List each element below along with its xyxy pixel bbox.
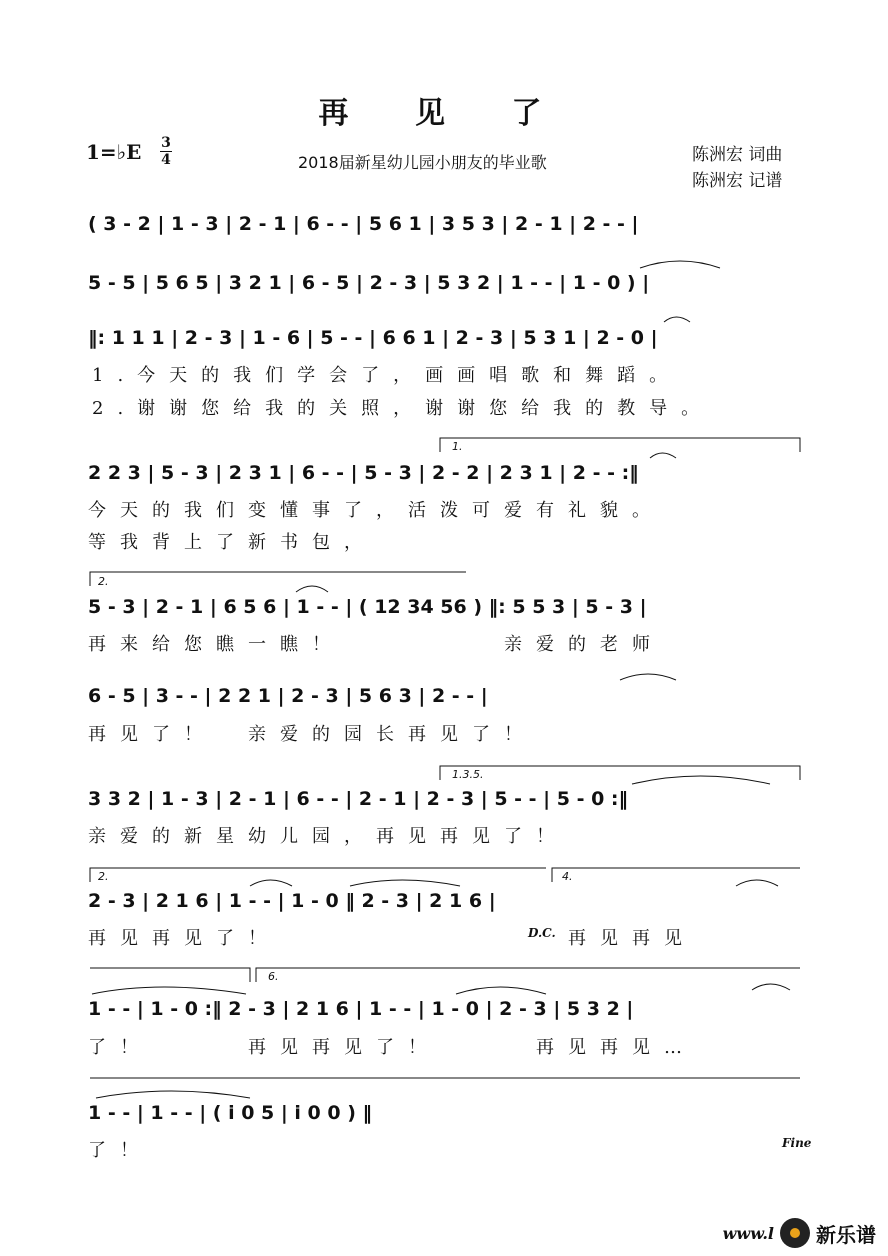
volta-2b: 2. bbox=[98, 870, 109, 883]
subtitle: 2018届新星幼儿园小朋友的毕业歌 bbox=[298, 153, 547, 172]
score-row-10: 1 - - | 1 - - | ( i 0 5 | i 0 0 ) ‖ bbox=[88, 1102, 373, 1124]
slur-row9c bbox=[752, 984, 790, 990]
volta-bracket-row4 bbox=[440, 438, 800, 452]
slur-row4 bbox=[650, 453, 676, 458]
slur-row7 bbox=[632, 776, 770, 784]
volta-bracket-row5 bbox=[90, 572, 466, 586]
score-row-5: 5 - 3 | 2 - 1 | 6 5 6 | 1 - - | ( 12 34 56 ) ‖: 5 5 3 | 5 - 3 | bbox=[88, 596, 647, 618]
lyric-row-4a: 今天的我们变懂事了，活泼可爱有礼貌。 bbox=[88, 500, 664, 521]
footer-brand-text: 新乐谱 bbox=[816, 1222, 876, 1247]
key-signature: 1=♭E bbox=[86, 140, 142, 164]
volta-bracket-row8a bbox=[90, 868, 546, 882]
lyric-row-10: 了！ bbox=[88, 1140, 152, 1161]
lyric-row-9: 了！ 再见再见了！ 再见再见… bbox=[88, 1037, 696, 1058]
volta-135: 1.3.5. bbox=[452, 768, 484, 781]
dc-marking: D.C. bbox=[528, 926, 556, 940]
slur-row8a bbox=[250, 880, 292, 886]
footer-brand bbox=[723, 1218, 876, 1248]
score-row-7: 3 3 2 | 1 - 3 | 2 - 1 | 6 - - | 2 - 1 | 2 - 3 | 5 - - | 5 - 0 :‖ bbox=[88, 788, 629, 810]
time-bottom: 4 bbox=[161, 152, 171, 168]
song-title: 再 见 了 bbox=[318, 96, 570, 131]
lyric-row-8: 再见再见了！ bbox=[88, 928, 280, 949]
volta-2: 2. bbox=[98, 575, 109, 588]
credit-lyrics: 陈洲宏 词曲 bbox=[692, 145, 783, 165]
volta-bracket-row9b bbox=[256, 968, 800, 982]
record-disc-icon bbox=[780, 1218, 810, 1248]
slur-row3 bbox=[664, 317, 690, 322]
lyric-verse-2: 2.谢谢您给我的关照，谢谢您给我的教导。 bbox=[92, 398, 714, 419]
volta-bracket-row9a bbox=[90, 968, 250, 982]
volta-bracket-row8b bbox=[552, 868, 800, 882]
slur-row2 bbox=[640, 261, 720, 268]
score-row-8: 2 - 3 | 2 1 6 | 1 - - | 1 - 0 ‖ 2 - 3 | 2 1 6 | bbox=[88, 890, 496, 912]
lyric-row-6: 再见了！ 亲爱的园长再见了！ bbox=[88, 724, 536, 745]
score-row-9: 1 - - | 1 - 0 :‖ 2 - 3 | 2 1 6 | 1 - - | 1 - 0 | 2 - 3 | 5 3 2 | bbox=[88, 998, 634, 1020]
lyric-row-7: 亲爱的新星幼儿园，再见再见了！ bbox=[88, 826, 568, 847]
lyric-verse-1: 1.今天的我们学会了，画画唱歌和舞蹈。 bbox=[92, 365, 682, 386]
lyric-row-4b: 等我背上了新书包， bbox=[88, 532, 376, 553]
fine-marking: Fine bbox=[782, 1136, 812, 1150]
lyric-row-5: 再来给您瞧一瞧！ 亲爱的老师 bbox=[88, 634, 664, 655]
score-row-6: 6 - 5 | 3 - - | 2 2 1 | 2 - 3 | 5 6 3 | 2 - - | bbox=[88, 685, 488, 707]
score-row-4: 2 2 3 | 5 - 3 | 2 3 1 | 6 - - | 5 - 3 | 2 - 2 | 2 3 1 | 2 - - :‖ bbox=[88, 462, 639, 484]
slur-row5 bbox=[296, 586, 328, 592]
score-row-1: ( 3 - 2 | 1 - 3 | 2 - 1 | 6 - - | 5 6 1 | 3 5 3 | 2 - 1 | 2 - - | bbox=[88, 213, 639, 235]
time-top: 3 bbox=[161, 135, 171, 151]
slur-row10 bbox=[96, 1091, 250, 1098]
slur-row9b bbox=[456, 987, 546, 994]
volta-1: 1. bbox=[452, 440, 463, 453]
volta-bracket-row7 bbox=[440, 766, 800, 780]
slur-row8c bbox=[736, 880, 778, 886]
volta-4: 4. bbox=[562, 870, 573, 883]
score-row-2: 5 - 5 | 5 6 5 | 3 2 1 | 6 - 5 | 2 - 3 | 5 3 2 | 1 - - | 1 - 0 ) | bbox=[88, 272, 650, 294]
volta-6: 6. bbox=[268, 970, 279, 983]
slur-row6 bbox=[620, 674, 676, 680]
lyric-row-8b: 再见再见 bbox=[568, 928, 696, 949]
slur-row8b bbox=[350, 880, 460, 886]
slur-row9a bbox=[92, 987, 246, 994]
credit-notation: 陈洲宏 记谱 bbox=[692, 171, 783, 191]
score-row-3: ‖: 1 1 1 | 2 - 3 | 1 - 6 | 5 - - | 6 6 1 | 2 - 3 | 5 3 1 | 2 - 0 | bbox=[88, 327, 658, 349]
footer-url: www.l bbox=[722, 1223, 774, 1243]
